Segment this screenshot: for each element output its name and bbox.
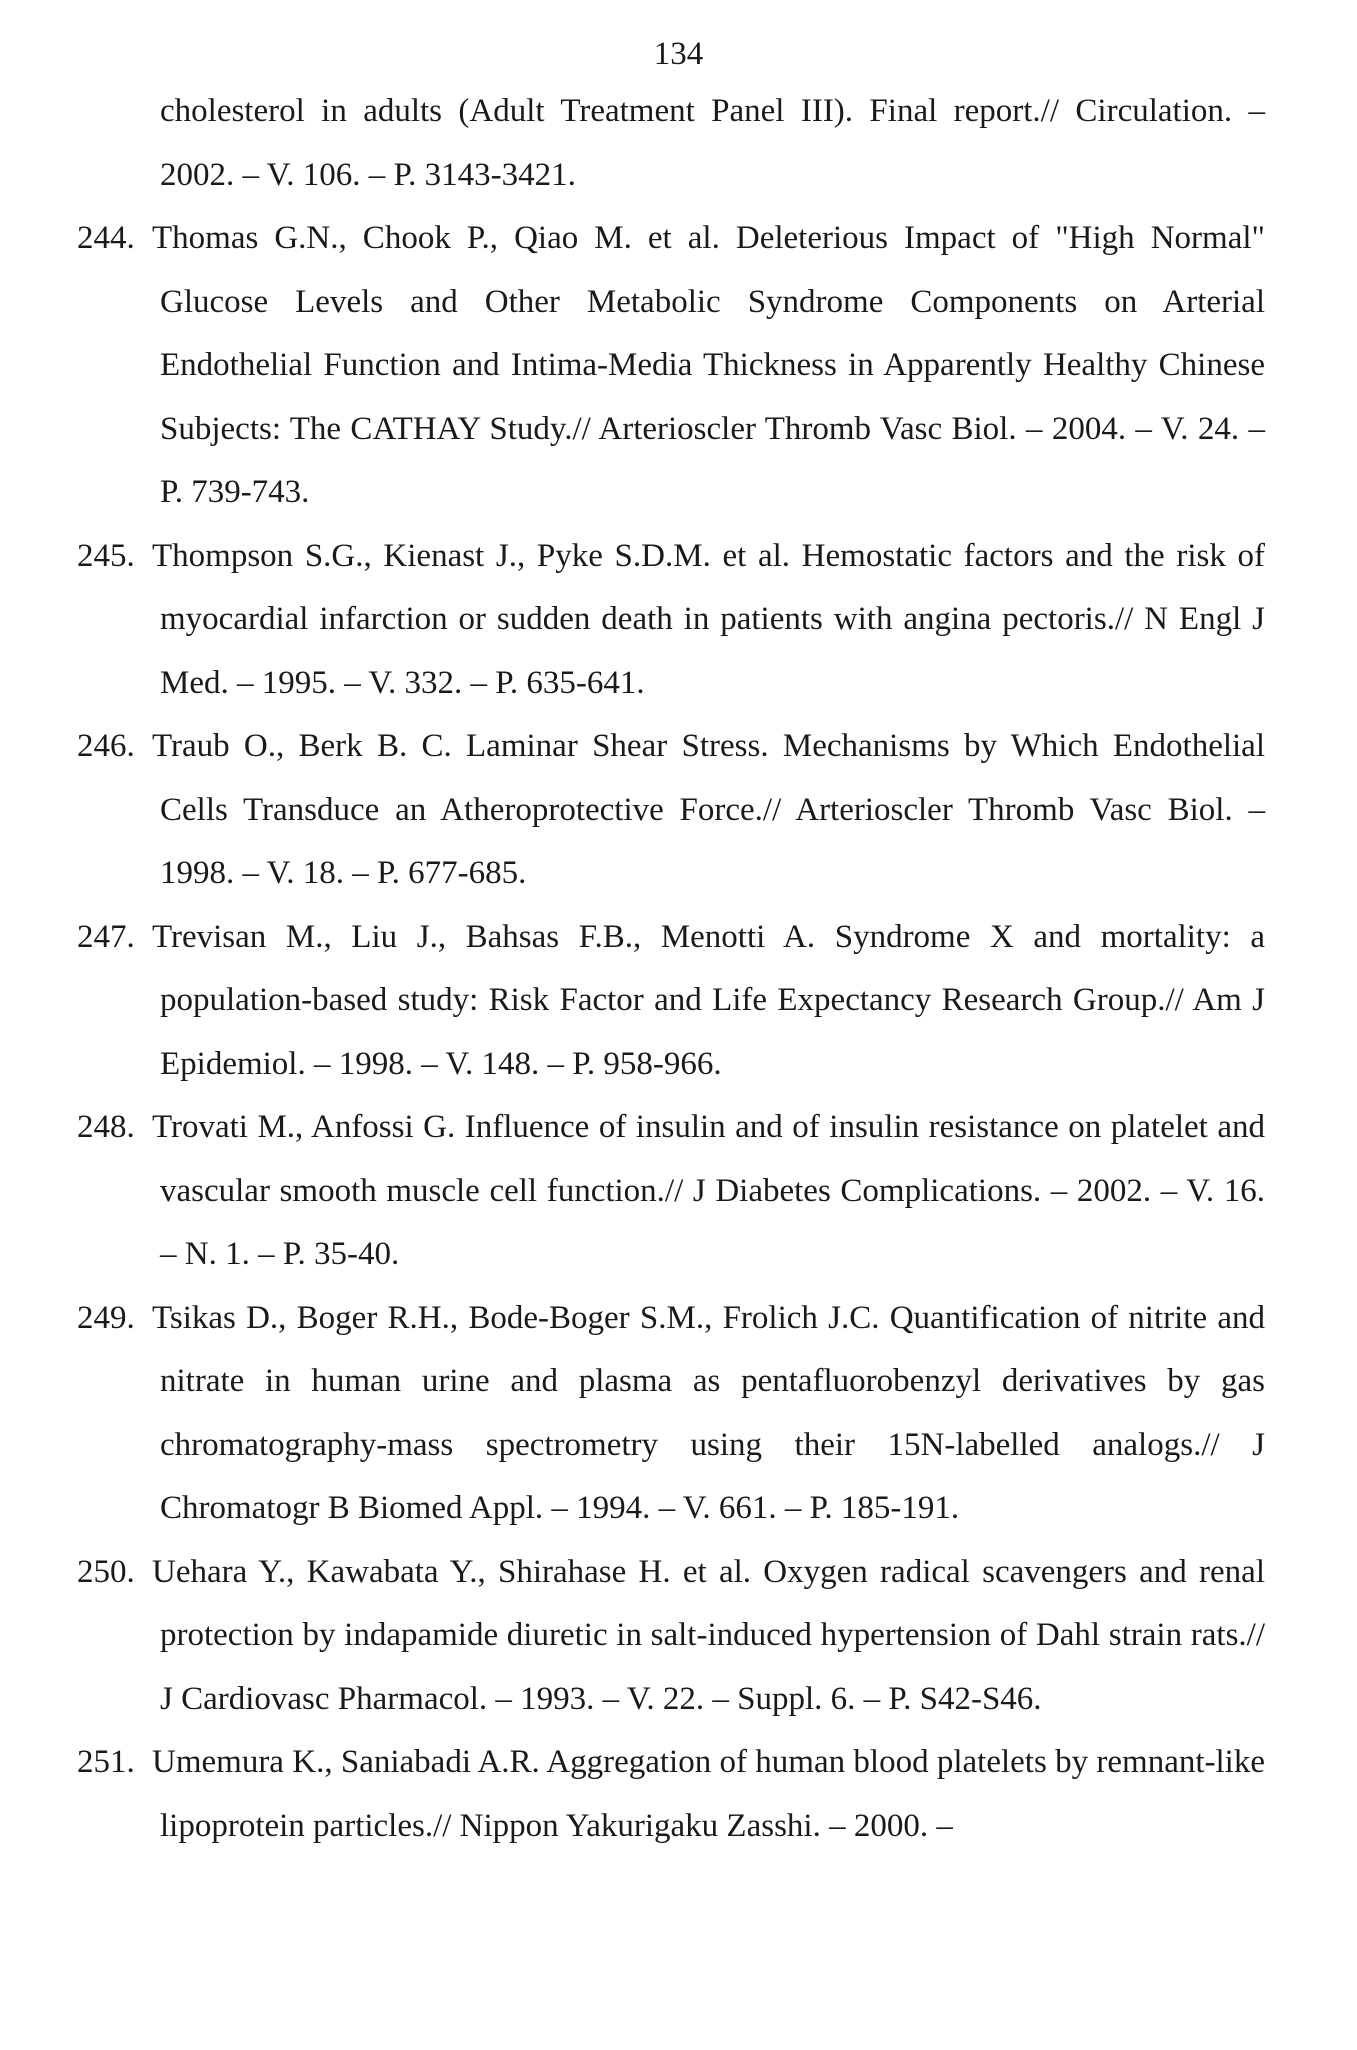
reference-item	[77, 906, 1265, 1097]
reference-number: 251.	[77, 1744, 135, 1780]
reference-text: Thomas G.N., Chook P., Qiao M. et al. Deleterious Impact of "High Normal" Glucose Levels and Other Metabolic Syndrome Components on Arterial Endothelial Function and Intima-Media Thickness in Apparently Healthy Chinese Subjects: The CATHAY Study.// Arterioscler Thromb Vasc Biol. – 2004. – V. 24. – P. 739-743.	[152, 220, 1265, 510]
reference-number: 248.	[77, 1109, 135, 1145]
reference-text: Thompson S.G., Kienast J., Pyke S.D.M. et al. Hemostatic factors and the risk of myocardial infarction or sudden death in patients with angina pectoris.// N Engl J Med. – 1995. – V. 332. – P. 635-641.	[152, 537, 1265, 701]
reference-text: Traub O., Berk B. C. Laminar Shear Stress. Mechanisms by Which Endothelial Cells Transduce an Atheroprotective Force.// Arterioscler Thromb Vasc Biol. – 1998. – V. 18. – P. 677-685.	[152, 728, 1265, 891]
reference-text: cholesterol in adults (Adult Treatment Panel III). Final report.// Circulation. – 2002. – V. 106. – P. 3143-3421.	[160, 93, 1265, 193]
reference-text: Trovati M., Anfossi G. Influence of insulin and of insulin resistance on platelet and vascular smooth muscle cell function.// J Diabetes Complications. – 2002. – V. 16. – N. 1. – P. 35-40.	[152, 1109, 1265, 1272]
reference-list	[77, 80, 1265, 1858]
reference-item	[77, 207, 1265, 525]
reference-number: 249.	[77, 1299, 135, 1336]
reference-item	[77, 715, 1265, 906]
reference-number: 247.	[77, 918, 135, 955]
page-number: 134	[653, 36, 704, 72]
reference-item	[77, 1731, 1265, 1858]
reference-text: Uehara Y., Kawabata Y., Shirahase H. et al. Oxygen radical scavengers and renal protection by indapamide diuretic in salt-induced hypertension of Dahl strain rats.// J Cardiovasc Pharmacol. – 1993. – V. 22. – Suppl. 6. – P. S42-S46.	[152, 1553, 1265, 1717]
reference-number: 245.	[77, 537, 135, 574]
reference-item	[77, 1287, 1265, 1541]
reference-number: 246.	[77, 728, 135, 764]
reference-item	[77, 1096, 1265, 1287]
reference-item	[77, 525, 1265, 716]
reference-text: Tsikas D., Boger R.H., Bode-Boger S.M., Frolich J.C. Quantification of nitrite and nitrate in human urine and plasma as pentafluorobenzyl derivatives by gas chromatography-mass spectrometry using their 15N-labelled analogs.// J Chromatogr B Biomed Appl. – 1994. – V. 661. – P. 185-191.	[152, 1299, 1265, 1526]
reference-number: 250.	[77, 1553, 135, 1590]
reference-number: 244.	[77, 220, 135, 256]
reference-item	[77, 1541, 1265, 1732]
reference-text: Umemura K., Saniabadi A.R. Aggregation of human blood platelets by remnant-like lipoprotein particles.// Nippon Yakurigaku Zasshi. – 2000. –	[152, 1744, 1265, 1844]
reference-text: Trevisan M., Liu J., Bahsas F.B., Menotti A. Syndrome X and mortality: a population-based study: Risk Factor and Life Expectancy Research Group.// Am J Epidemiol. – 1998. – V. 148. – P. 958-966.	[152, 918, 1265, 1082]
reference-continuation	[160, 80, 1265, 207]
